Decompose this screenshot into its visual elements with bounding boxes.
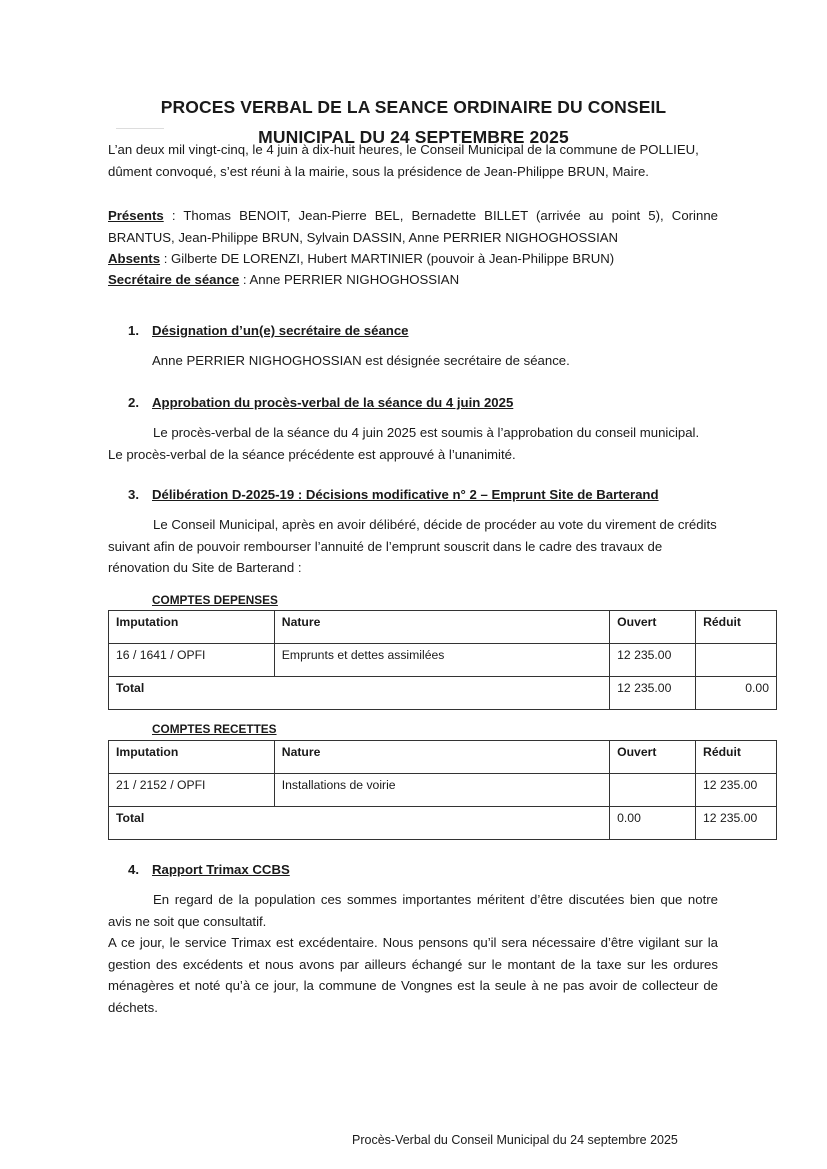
presents-text: : Thomas BENOIT, Jean-Pierre BEL, Bernadette BILLET (arrivée au point 5), Corinne BRANTUS, Jean-Philippe BRUN, Sylvain DASSIN, Anne PERRIER NIGHOGHOSSIAN <box>108 208 718 245</box>
total-ouvert: 12 235.00 <box>610 677 696 710</box>
header-reduit: Réduit <box>696 611 777 644</box>
table-header-row <box>109 741 777 774</box>
secretaire-text: : Anne PERRIER NIGHOGHOSSIAN <box>239 272 460 287</box>
cell-imputation: 16 / 1641 / OPFI <box>109 644 275 677</box>
header-nature: Nature <box>274 611 609 644</box>
document-title-line2: MUNICIPAL DU 24 SEPTEMBRE 2025 <box>258 127 569 147</box>
section-number: 1. <box>128 323 139 338</box>
section-1-body: Anne PERRIER NIGHOGHOSSIAN est désignée secrétaire de séance. <box>152 353 570 368</box>
cell-imputation: 21 / 2152 / OPFI <box>109 774 275 807</box>
section-title: Approbation du procès-verbal de la séance du 4 juin 2025 <box>152 395 514 410</box>
total-label: Total <box>109 807 610 840</box>
attendance-presents <box>108 205 718 248</box>
intro-line2: dûment convoqué, s’est réuni à la mairie, sous la présidence de Jean-Philippe BRUN, Maire. <box>108 163 649 179</box>
presents-label: Présents <box>108 208 164 223</box>
section-number: 2. <box>128 395 139 410</box>
table-recettes <box>108 740 777 840</box>
document-title-line1: PROCES VERBAL DE LA SEANCE ORDINAIRE DU CONSEIL <box>160 97 667 117</box>
intro-paragraph <box>108 139 718 182</box>
section-2-body-line2: Le procès-verbal de la séance précédente est approuvé à l’unanimité. <box>108 446 516 462</box>
section-3-heading <box>128 487 659 502</box>
cell-reduit: 12 235.00 <box>696 774 777 807</box>
section-2-heading <box>128 395 513 410</box>
header-imputation: Imputation <box>109 741 275 774</box>
page-footer: Procès-Verbal du Conseil Municipal du 24 septembre 2025 <box>352 1133 678 1147</box>
section-4-body-para2: A ce jour, le service Trimax est excédentaire. Nous pensons qu’il sera nécessaire d’être vigilant sur la gestion des excédents et nous avons par ailleurs échangé sur le montant de la taxe sur les ordures ménagères et noté qu’à ce jour, la commune de Vongnes est la seule à ne pas avoir de collecteur de déchets. <box>108 935 718 1015</box>
cell-ouvert <box>610 774 696 807</box>
absents-label: Absents <box>108 251 161 266</box>
table-recettes-label: COMPTES RECETTES <box>152 722 277 736</box>
table-row <box>109 774 777 807</box>
section-4-body <box>108 889 718 1018</box>
table-total-row <box>109 677 777 710</box>
attendance-absents <box>108 248 718 270</box>
divider <box>116 128 164 129</box>
total-ouvert: 0.00 <box>610 807 696 840</box>
cell-reduit <box>696 644 777 677</box>
section-4-body-para1: En regard de la population ces sommes importantes méritent d’être discutées bien que notre avis ne soit que consultatif. <box>108 892 718 929</box>
section-title: Désignation d’un(e) secrétaire de séance <box>152 323 409 338</box>
cell-ouvert: 12 235.00 <box>610 644 696 677</box>
cell-nature: Installations de voirie <box>274 774 609 807</box>
table-depenses-label: COMPTES DEPENSES <box>152 593 278 607</box>
section-number: 3. <box>128 487 139 502</box>
section-1-heading <box>128 323 409 338</box>
table-row <box>109 644 777 677</box>
total-reduit: 12 235.00 <box>696 807 777 840</box>
table-header-row <box>109 611 777 644</box>
intro-line1: L’an deux mil vingt-cinq, le 4 juin à dix-huit heures, le Conseil Municipal de la commune de POLLIEU, <box>108 142 699 157</box>
table-total-row <box>109 807 777 840</box>
section-2-body <box>108 422 718 465</box>
secretaire-label: Secrétaire de séance <box>108 272 240 287</box>
section-number: 4. <box>128 862 139 877</box>
header-nature: Nature <box>274 741 609 774</box>
header-ouvert: Ouvert <box>610 741 696 774</box>
header-reduit: Réduit <box>696 741 777 774</box>
section-4-heading <box>128 862 290 877</box>
header-imputation: Imputation <box>109 611 275 644</box>
section-3-body: Le Conseil Municipal, après en avoir délibéré, décide de procéder au vote du virement de crédits suivant afin de pouvoir rembourser l’annuité de l’emprunt souscrit dans le cadre des travaux de rénovation du Site de Barterand : <box>108 517 717 575</box>
header-ouvert: Ouvert <box>610 611 696 644</box>
total-label: Total <box>109 677 610 710</box>
section-2-body-line1: Le procès-verbal de la séance du 4 juin 2025 est soumis à l’approbation du conseil municipal. <box>153 425 700 440</box>
absents-text: : Gilberte DE LORENZI, Hubert MARTINIER (pouvoir à Jean-Philippe BRUN) <box>160 251 615 266</box>
table-depenses <box>108 610 777 710</box>
cell-nature: Emprunts et dettes assimilées <box>274 644 609 677</box>
attendance-secretaire <box>108 269 718 291</box>
section-title: Rapport Trimax CCBS <box>152 862 290 877</box>
total-reduit: 0.00 <box>696 677 777 710</box>
section-title: Délibération D-2025-19 : Décisions modificative n° 2 – Emprunt Site de Barterand <box>152 487 659 502</box>
